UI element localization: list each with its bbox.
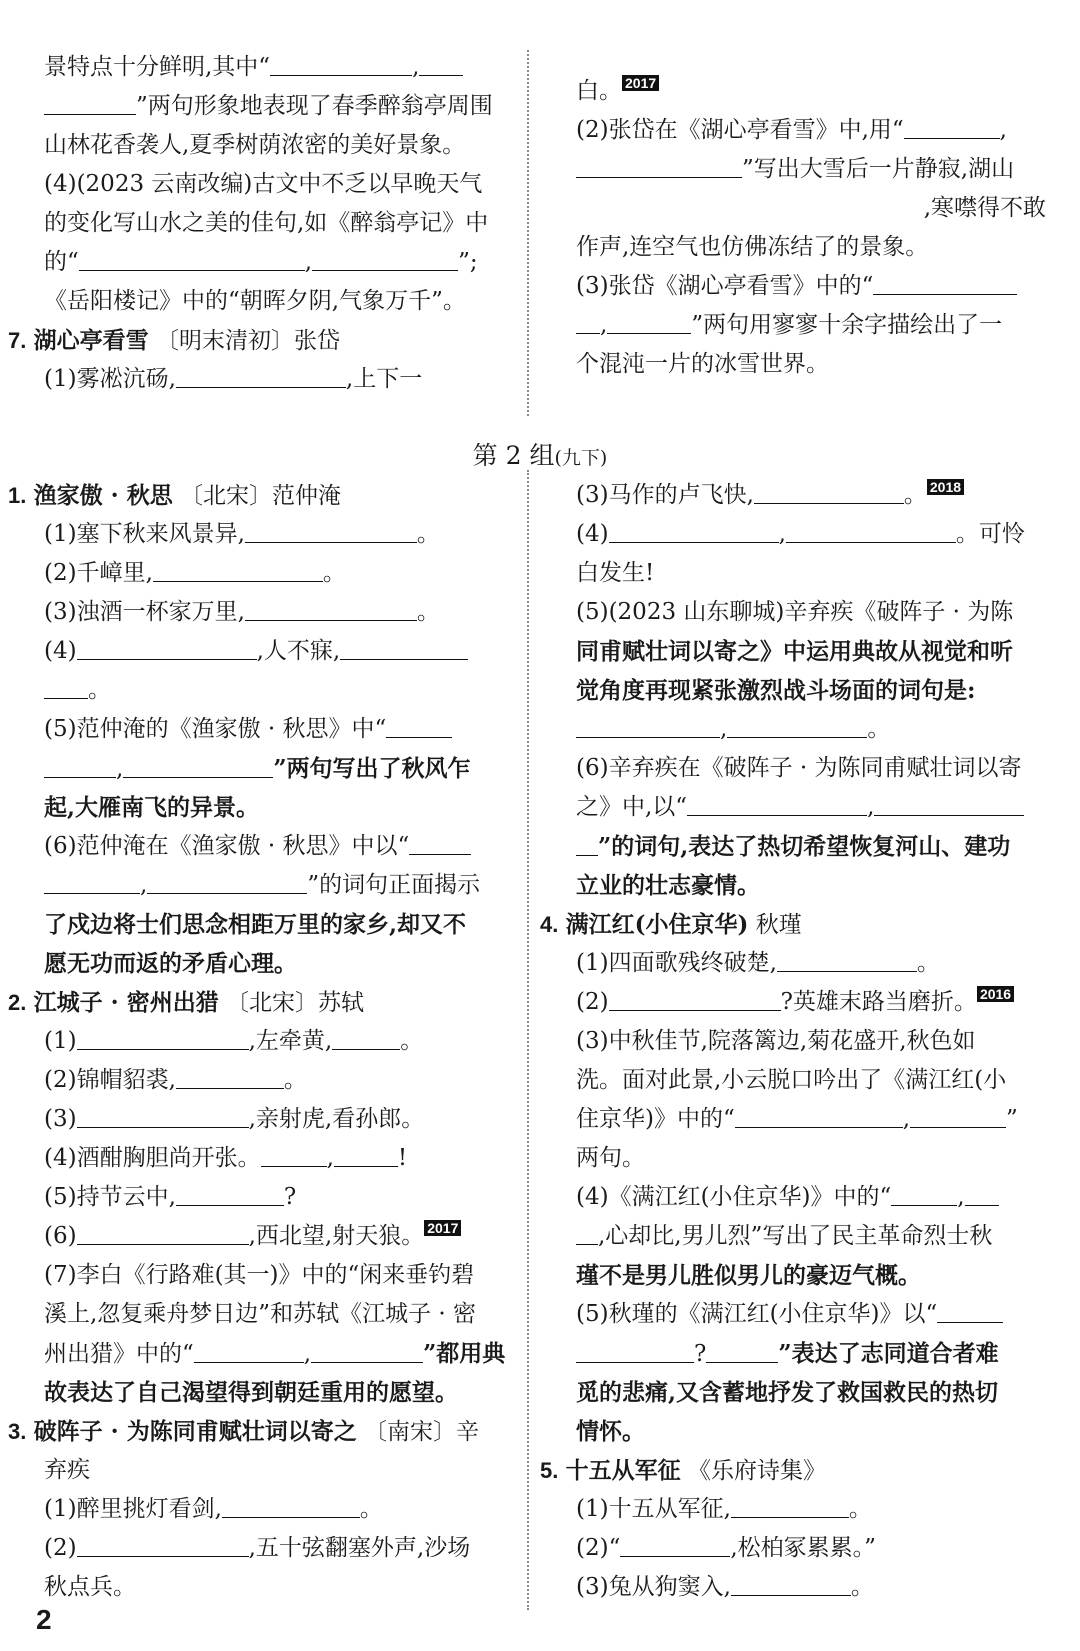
text: ”; [458, 249, 478, 275]
answer-blank[interactable] [77, 1534, 249, 1557]
text: 。 [848, 1496, 872, 1522]
text: (1)雾凇沆砀, [44, 366, 176, 392]
answer-blank[interactable] [332, 1027, 400, 1050]
column-divider [527, 470, 529, 1610]
question-number: 3. [8, 1419, 27, 1444]
answer-blank[interactable] [576, 1222, 598, 1245]
answer-blank[interactable] [727, 715, 867, 738]
text-line: 觉角度再现紧张激烈战斗场面的词句是: [576, 677, 976, 704]
answer-blank[interactable] [44, 871, 140, 894]
text: 的“ [44, 249, 79, 275]
text: 。 [400, 1028, 424, 1054]
answer-blank[interactable] [245, 520, 417, 543]
text-line: 两句。 [576, 1145, 645, 1171]
answer-blank[interactable] [754, 481, 904, 504]
text: ”表达了志同道合者难 [778, 1340, 999, 1367]
year-badge: 2016 [977, 986, 1014, 1002]
answer-blank[interactable] [576, 311, 600, 334]
answer-blank[interactable] [735, 1105, 903, 1128]
text: (2)张岱在《湖心亭看雪》中,用“ [576, 117, 904, 143]
answer-blank[interactable] [176, 1066, 284, 1089]
text: (4)《满江红(小住京华)》中的“ [576, 1184, 892, 1210]
text: 。 [322, 560, 346, 586]
text: ?英雄末路当磨折。 [780, 989, 977, 1015]
text-line: 个混沌一片的冰雪世界。 [576, 351, 829, 377]
text: (2) [44, 1535, 77, 1561]
question-7 [8, 321, 514, 399]
answer-blank[interactable] [194, 1340, 304, 1363]
poem-title: 满江红(小住京华) [565, 911, 749, 938]
text-line: 同甫赋壮词以寄之》中运用典故从视觉和听 [576, 638, 1013, 665]
text-line: 的变化写山水之美的佳句,如《醉翁亭记》中 [44, 210, 489, 236]
answer-blank[interactable] [937, 1300, 1003, 1323]
text-line: (4)(2023 云南改编)古文中不乏以早晚天气 [44, 171, 483, 197]
group-title [0, 436, 1080, 472]
text-line: 了戍边将士们思念相距万里的家乡,却又不 [44, 911, 467, 938]
poem-title: 破阵子 · 为陈同甫赋壮词以寄之 [33, 1418, 357, 1445]
text: , [867, 794, 875, 820]
answer-blank[interactable] [786, 520, 956, 543]
text: ,心却比,男儿烈”写出了民主革命烈士秋 [598, 1223, 993, 1249]
text: (1)十五从军征, [576, 1496, 731, 1522]
poem-author: 《乐府诗集》 [687, 1458, 826, 1484]
text-line: (6)辛弃疾在《破阵子 · 为陈同甫赋壮词以寄 [576, 755, 1022, 781]
text: , [600, 312, 608, 338]
text-line: 愿无功而返的矛盾心理。 [44, 950, 297, 977]
text: , [140, 872, 148, 898]
answer-blank[interactable] [731, 1573, 851, 1596]
text: ,亲射虎,看孙郎。 [248, 1106, 425, 1132]
answer-blank[interactable] [44, 92, 136, 115]
text: (3)兔从狗窦入, [576, 1574, 731, 1600]
answer-blank[interactable] [176, 365, 346, 388]
text: ? [694, 1341, 707, 1367]
text-line: 溪上,忽复乘舟梦日边”和苏轼《江城子 · 密 [44, 1301, 477, 1327]
text: (6)范仲淹在《渔家傲 · 秋思》中以“ [44, 833, 410, 859]
text: ”写出大雪后一片静寂,湖山 [742, 156, 1015, 182]
answer-blank[interactable] [706, 1340, 778, 1363]
poem-title: 江城子 · 密州出猎 [33, 989, 219, 1016]
group-title-sub: (九下) [554, 447, 608, 469]
text: , [326, 1145, 334, 1171]
text: ! [397, 1145, 408, 1171]
answer-blank[interactable] [620, 1534, 730, 1557]
text: 白。 [576, 78, 622, 104]
text: ”都用典 [423, 1340, 506, 1367]
top-right-column [576, 72, 1046, 384]
poem-author: 〔南宋〕辛 [364, 1419, 480, 1445]
answer-blank[interactable] [77, 637, 257, 660]
text-line: 作声,连空气也仿佛冻结了的景象。 [576, 234, 929, 260]
answer-blank[interactable] [245, 598, 417, 621]
poem-author: 〔北宋〕苏轼 [226, 990, 365, 1016]
text: ”的词句正面揭示 [307, 872, 481, 898]
text-line: 情怀。 [576, 1418, 645, 1445]
text: (1)塞下秋来风景异, [44, 521, 245, 547]
answer-blank[interactable] [261, 1144, 327, 1167]
text: , [303, 1341, 312, 1367]
text: (2) [576, 989, 609, 1015]
text-line: 立业的壮志豪情。 [576, 872, 760, 899]
poem-title: 渔家傲 · 秋思 [33, 482, 173, 509]
text: 。可怜 [955, 521, 1025, 547]
answer-blank[interactable] [153, 559, 323, 582]
answer-blank[interactable] [79, 248, 305, 271]
text: ,左牵黄, [248, 1028, 333, 1054]
text: ”两句写出了秋风乍 [273, 755, 471, 782]
text: (4)酒酣胸胆尚开张。 [44, 1145, 261, 1171]
answer-blank[interactable] [270, 53, 412, 76]
text: ,寒噤得不敢 [923, 195, 1046, 221]
poem-title: 十五从军征 [565, 1457, 681, 1484]
answer-blank[interactable] [904, 116, 1000, 139]
text-line: (7)李白《行路难(其一)》中的“闲来垂钓碧 [44, 1262, 475, 1288]
answer-blank[interactable] [609, 520, 779, 543]
answer-blank[interactable] [576, 833, 598, 856]
answer-blank[interactable] [419, 53, 463, 76]
text: , [116, 756, 124, 782]
answer-blank[interactable] [334, 1144, 398, 1167]
year-badge: 2017 [424, 1220, 461, 1236]
answer-blank[interactable] [123, 755, 273, 778]
text: (3)浊酒一杯家万里, [44, 599, 245, 625]
column-divider [527, 50, 529, 416]
text-line: (3)中秋佳节,院落篱边,菊花盛开,秋色如 [576, 1028, 976, 1054]
text: , [412, 54, 420, 80]
text: 之》中,以“ [576, 794, 688, 820]
text: , [720, 716, 728, 742]
text: 。 [416, 599, 440, 625]
answer-blank[interactable] [965, 1183, 999, 1206]
answer-blank[interactable] [222, 1495, 360, 1518]
answer-blank[interactable] [77, 1027, 249, 1050]
answer-blank[interactable] [873, 272, 1017, 295]
text: ” [1006, 1106, 1018, 1132]
text: (5)范仲淹的《渔家傲 · 秋思》中“ [44, 716, 387, 742]
text: (1)醉里挑灯看剑, [44, 1496, 222, 1522]
text-line: 洗。面对此景,小云脱口吟出了《满江红(小 [576, 1067, 1007, 1093]
text-line: 起,大雁南飞的异景。 [44, 794, 260, 821]
page-number: 2 [36, 1604, 52, 1635]
text: (5)持节云中, [44, 1184, 176, 1210]
answer-blank[interactable] [731, 1495, 849, 1518]
answer-blank[interactable] [576, 715, 720, 738]
poem-title: 湖心亭看雪 [33, 327, 149, 354]
text: (6) [44, 1223, 77, 1249]
answer-blank[interactable] [910, 1105, 1006, 1128]
answer-blank[interactable] [607, 311, 691, 334]
text: 。 [867, 716, 891, 742]
text: , [304, 249, 313, 275]
text: ,西北望,射天狼。 [248, 1223, 425, 1249]
text: 州出猎》中的“ [44, 1341, 194, 1367]
text: ,五十弦翻塞外声,沙场 [248, 1535, 471, 1561]
question-number: 2. [8, 990, 27, 1015]
text: (2)“ [576, 1535, 621, 1561]
answer-blank[interactable] [386, 715, 452, 738]
text: ? [283, 1184, 297, 1210]
text: ,上下一 [345, 366, 423, 392]
poem-author-cont: 弃疾 [44, 1457, 90, 1483]
answer-blank[interactable] [609, 988, 781, 1011]
text-line: (5)(2023 山东聊城)辛弃疾《破阵子 · 为陈 [576, 599, 1014, 625]
question-number: 7. [8, 328, 27, 353]
text: (3)张岱《湖心亭看雪》中的“ [576, 273, 874, 299]
answer-blank[interactable] [340, 637, 468, 660]
text-line: 景特点十分鲜明,其中“ [44, 54, 271, 80]
text: 。 [916, 950, 940, 976]
year-badge: 2017 [622, 75, 659, 91]
question-number: 5. [540, 1458, 559, 1483]
answer-blank[interactable] [576, 1340, 694, 1363]
answer-blank[interactable] [311, 1340, 423, 1363]
question-number: 1. [8, 483, 27, 508]
text: (1)四面歌残终破楚, [576, 950, 777, 976]
text: , [902, 1106, 911, 1132]
text: 。 [416, 521, 440, 547]
text-line: 故表达了自己渴望得到朝廷重用的愿望。 [44, 1379, 458, 1406]
lower-right-column [540, 476, 1046, 1607]
poem-author: 〔北宋〕范仲淹 [180, 483, 342, 509]
answer-blank[interactable] [77, 1105, 249, 1128]
text-line: ”两句形象地表现了春季醉翁亭周围 [136, 93, 493, 119]
text: (4) [44, 638, 77, 664]
text: 。 [88, 677, 111, 703]
text: (5)秋瑾的《满江红(小住京华)》以“ [576, 1301, 938, 1327]
text-line: 山林花香袭人,夏季树荫浓密的美好景象。 [44, 132, 466, 158]
top-left-column [44, 48, 514, 321]
text: , [999, 117, 1007, 143]
text: 。 [283, 1067, 307, 1093]
text: ”的词句,表达了热切希望恢复河山、建功 [598, 833, 1011, 860]
text: 。 [850, 1574, 874, 1600]
text-line: 觅的悲痛,又含蓄地抒发了救国救民的热切 [576, 1379, 999, 1406]
text: 。 [903, 482, 927, 508]
year-badge: 2018 [927, 479, 964, 495]
text: (3)马作的卢飞快, [576, 482, 754, 508]
text: ,松柏冢累累。” [730, 1535, 876, 1561]
text-line: 白发生! [576, 560, 655, 586]
answer-blank[interactable] [147, 871, 307, 894]
text: (2)千嶂里, [44, 560, 153, 586]
answer-blank[interactable] [777, 949, 917, 972]
answer-blank[interactable] [409, 832, 471, 855]
text-line: 秋点兵。 [44, 1574, 136, 1600]
answer-blank[interactable] [576, 155, 742, 178]
answer-blank[interactable] [891, 1183, 957, 1206]
text: ,人不寐, [256, 638, 341, 664]
text: ”两句用寥寥十余字描绘出了一 [691, 312, 1003, 338]
answer-blank[interactable] [312, 248, 458, 271]
text: , [778, 521, 786, 547]
lower-left-column [8, 476, 514, 1607]
text-line: 《岳阳楼记》中的“朝晖夕阴,气象万千”。 [44, 288, 466, 314]
answer-blank[interactable] [176, 1183, 284, 1206]
text: , [957, 1184, 965, 1210]
answer-blank[interactable] [44, 676, 88, 699]
answer-blank[interactable] [44, 755, 116, 778]
text: 住京华)》中的“ [576, 1106, 735, 1132]
text: (2)锦帽貂裘, [44, 1067, 176, 1093]
poem-author: 〔明末清初〕张岱 [155, 328, 340, 354]
text: (1) [44, 1028, 77, 1054]
question-number: 4. [540, 912, 559, 937]
text: 。 [359, 1496, 383, 1522]
answer-blank[interactable] [77, 1222, 249, 1245]
group-title-main: 第 2 组 [472, 441, 555, 470]
answer-blank[interactable] [874, 793, 1024, 816]
text-line: 瑾不是男儿胜似男儿的豪迈气概。 [576, 1262, 921, 1289]
text: (4) [576, 521, 609, 547]
answer-blank[interactable] [687, 793, 867, 816]
poem-author: 秋瑾 [755, 912, 802, 938]
text: (3) [44, 1106, 77, 1132]
